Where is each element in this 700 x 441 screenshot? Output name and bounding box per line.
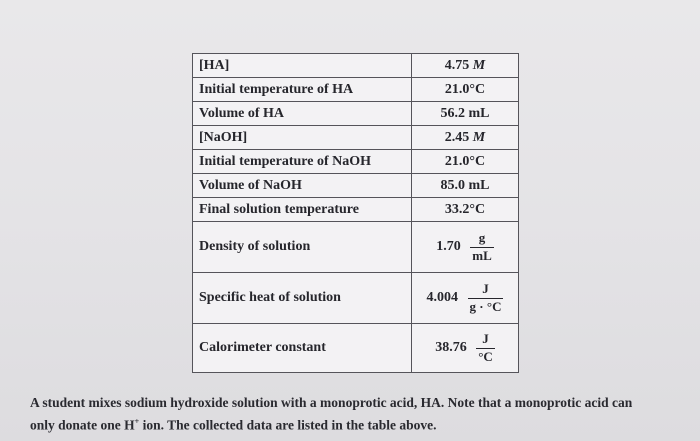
row-label: Volume of NaOH [193,174,412,198]
unit-numerator: g [478,230,486,246]
table-row [193,102,519,126]
caption-line-2-end: ion. The collected data are listed in the table above. [139,417,437,433]
row-label: [HA] [193,54,412,78]
problem-caption [30,393,690,435]
row-value: 21.0°C [412,150,519,174]
table-row [193,198,519,222]
row-label: Specific heat of solution [193,273,412,324]
row-label: Initial temperature of HA [193,78,412,102]
table-row [193,150,519,174]
table-row [193,222,519,273]
unit-numerator: J [482,281,489,297]
data-table [192,53,519,373]
row-value [412,324,519,373]
unit-fraction [468,282,504,314]
row-value: 33.2°C [412,198,519,222]
value-number: 38.76 [435,340,467,356]
row-label: Calorimeter constant [193,324,412,373]
row-label: Volume of HA [193,102,412,126]
value-number: 4.004 [426,290,459,306]
row-label: Final solution temperature [193,198,412,222]
row-label: Density of solution [193,222,412,273]
row-value: 56.2 mL [412,102,519,126]
unit-denominator: g · °C [469,298,502,314]
caption-line-1: A student mixes sodium hydroxide solution with a monoprotic acid, HA. Note that a monoprotic acid can [30,395,633,410]
unit-denominator: °C [478,348,493,364]
value-unit: M [472,129,486,145]
table-row [193,126,519,150]
table-row [193,174,519,198]
row-value [412,273,519,324]
row-value [412,126,519,150]
unit-fraction [476,332,495,364]
row-value: 85.0 mL [412,174,519,198]
value-number: 1.70 [436,239,461,255]
value-number: 2.45 [444,129,470,145]
row-label: [NaOH] [193,126,412,150]
table-row [193,324,519,373]
table-row [193,273,519,324]
unit-numerator: J [482,331,489,347]
row-value: 21.0°C [412,78,519,102]
caption-superscript: + [134,417,140,426]
table-row [193,54,519,78]
unit-fraction [470,231,494,263]
row-value [412,222,519,273]
row-label: Initial temperature of NaOH [193,150,412,174]
value-unit: M [472,57,486,73]
caption-line-2 [30,412,690,435]
unit-denominator: mL [472,247,492,263]
table-row [193,78,519,102]
value-number: 4.75 [444,57,470,73]
row-value [412,54,519,78]
caption-line-2-start: only donate one H [30,417,135,433]
